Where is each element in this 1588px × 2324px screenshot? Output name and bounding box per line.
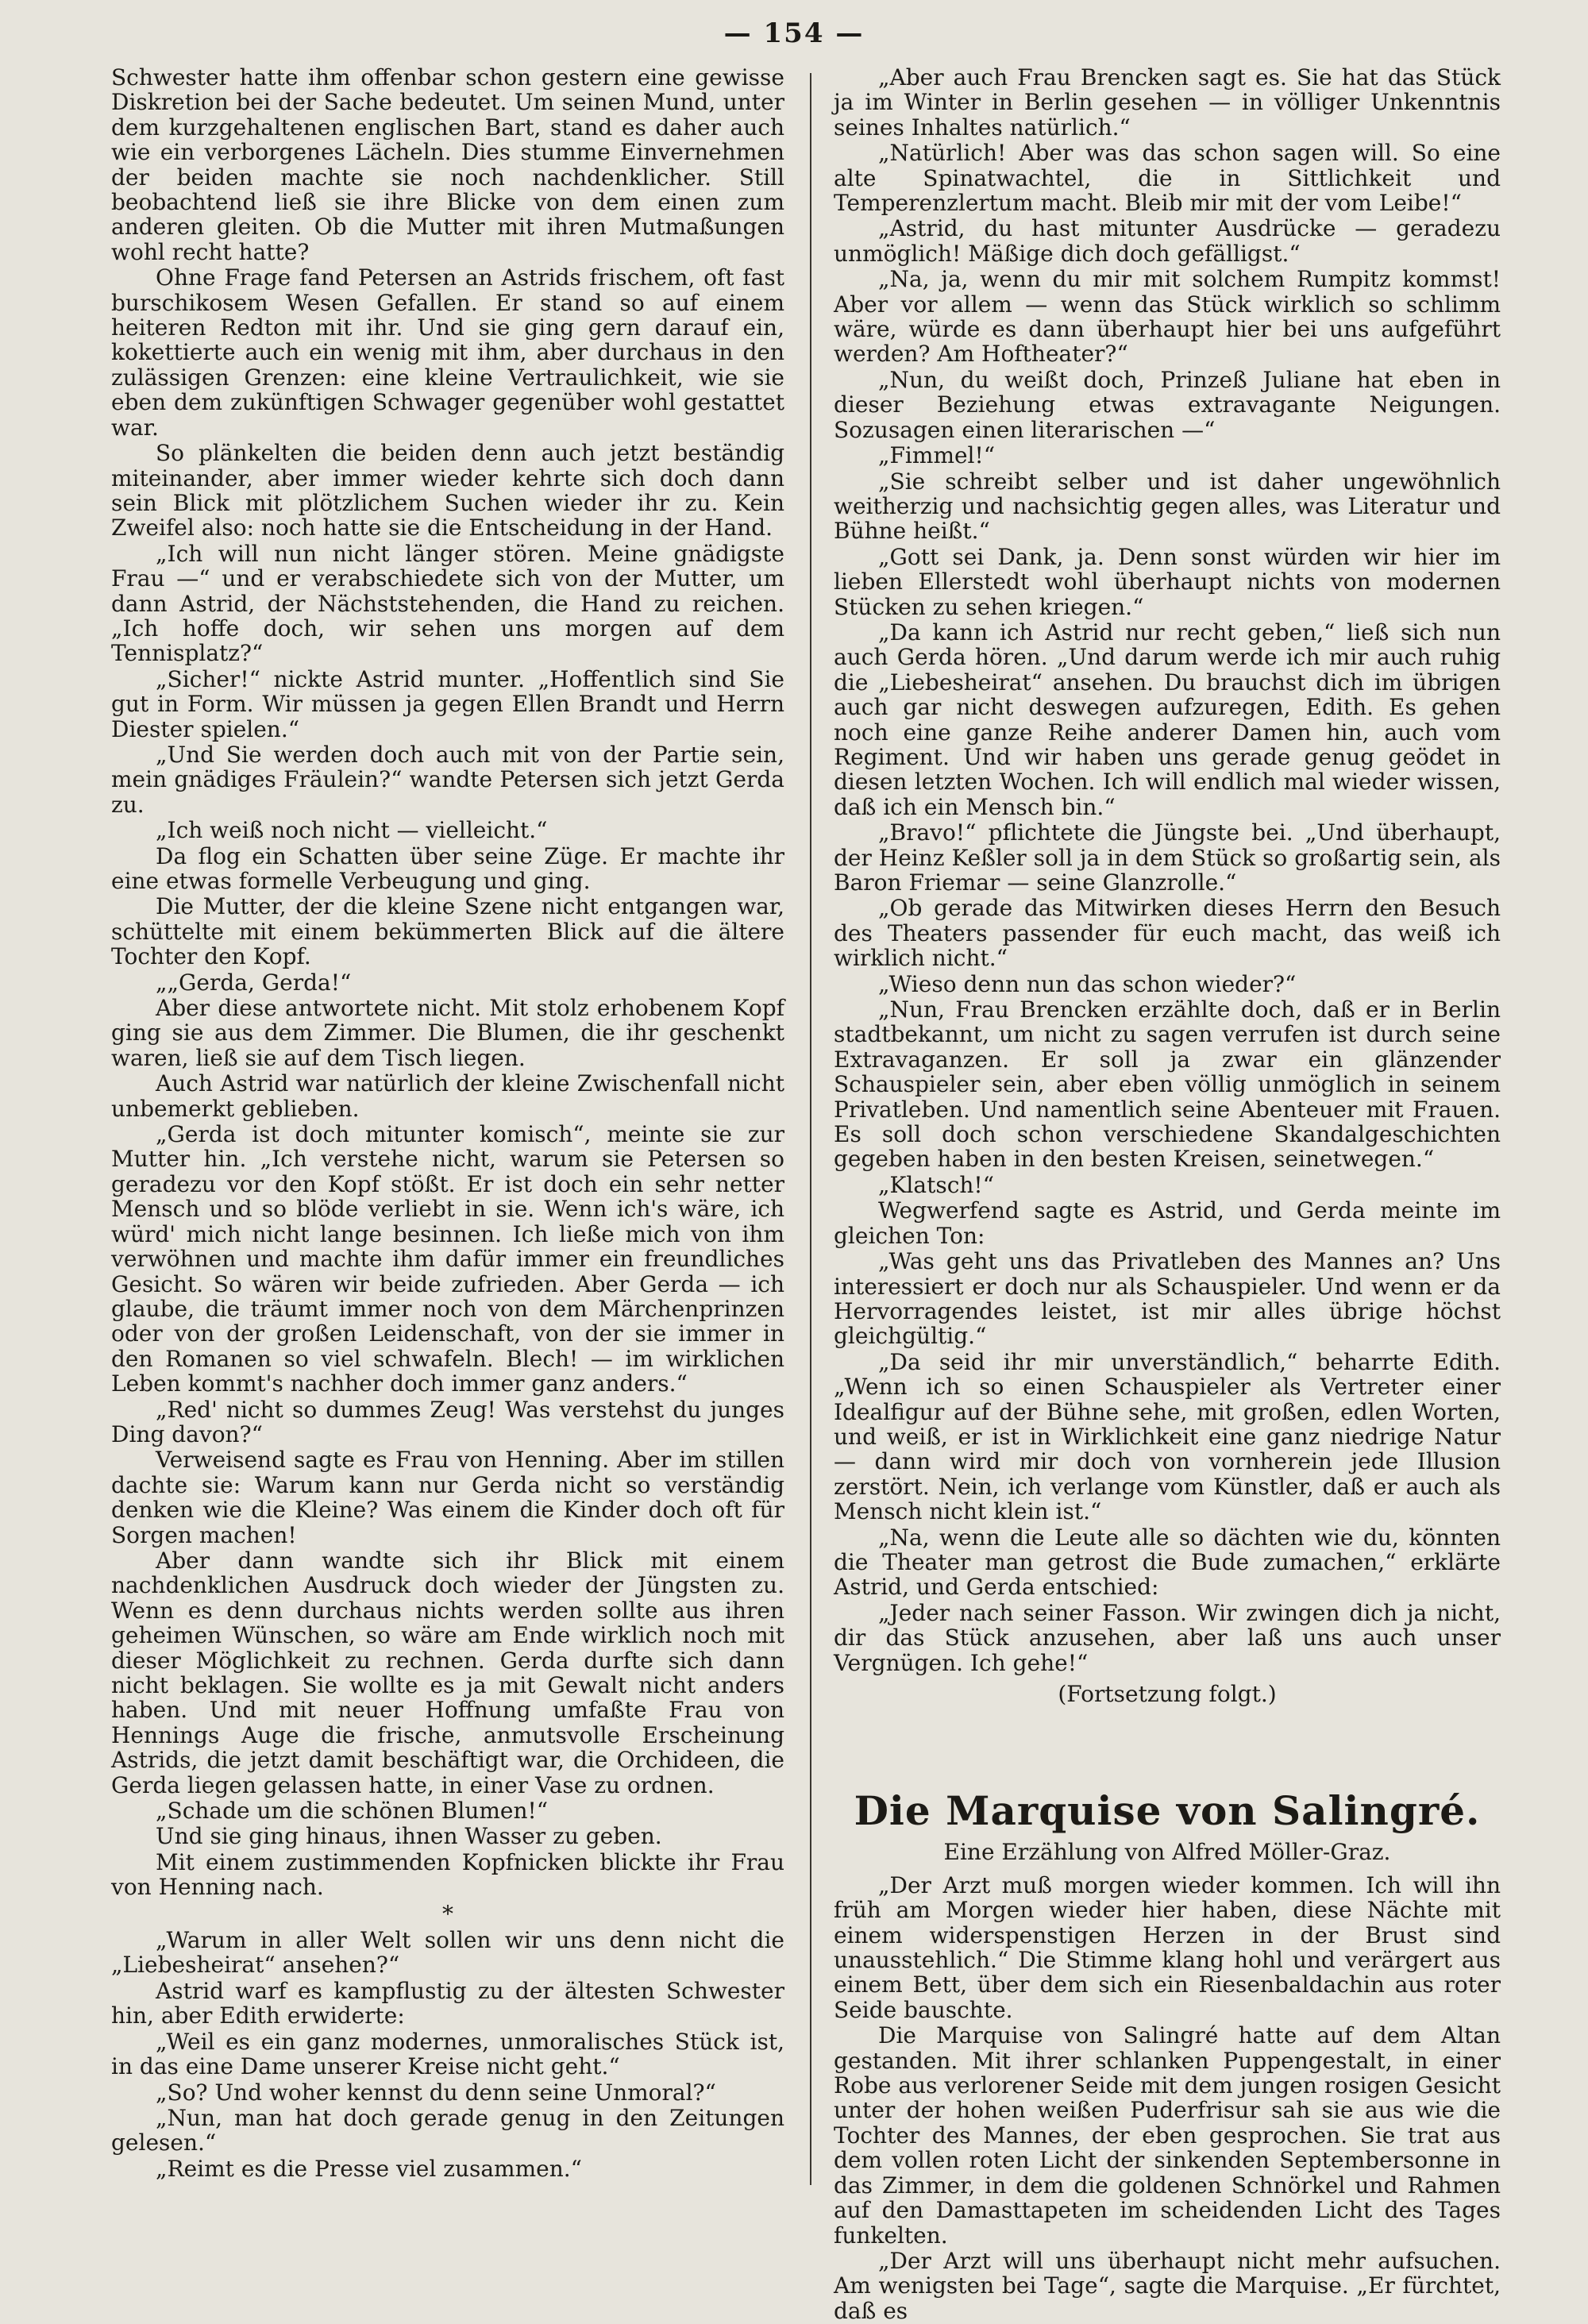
paragraph: „Da kann ich Astrid nur recht geben,“ ließ sich nun auch Gerda hören. „Und darum werde ich mir auch ruhig die „Liebesheirat“ ansehen. Du brauchst dich im übrigen auch gar nicht deswegen aufzuregen, Edith. Es gehen noch eine ganze Reihe anderer Damen hin, auch vom Regiment. Und wir haben uns gerade genug geödet in diesen letzten Wochen. Ich will endlich mal wieder wissen, daß ich ein Mensch bin.“ xyxy=(834,619,1501,820)
story-title: Die Marquise von Salingré. xyxy=(854,1787,1481,1835)
paragraph: „Fimmel!“ xyxy=(878,442,996,469)
paragraph: „Da seid ihr mir unverständlich,“ beharrte Edith. „Wenn ich so einen Schauspieler als Vertreter einer Idealfigur auf der Bühne sehe, mit großen, edlen Worten, und weiß, er ist in Wirklichkeit eine ganz niedrige Natur — dann wird mir doch von vornherein jede Illusion zerstört. Nein, ich verlange vom Künstler, daß er auch als Mensch nicht klein ist.“ xyxy=(834,1348,1501,1525)
paragraph: „So? Und woher kennst du denn seine Unmoral?“ xyxy=(156,2079,716,2106)
paragraph: „Natürlich! Aber was das schon sagen will. So eine alte Spinatwachtel, die in Sittlichkeit und Temperenzlertum macht. Bleib mir mit der vom Leibe!“ xyxy=(834,140,1501,217)
right-column xyxy=(834,64,1501,2324)
paragraph: „Warum in aller Welt sollen wir uns denn nicht die „Liebesheirat“ ansehen?“ xyxy=(111,1927,784,1979)
paragraph: Die Mutter, der die kleine Szene nicht entgangen war, schüttelte mit einem bekümmerten Blick auf die ältere Tochter den Kopf. xyxy=(111,893,784,970)
paragraph: „Red' nicht so dummes Zeug! Was verstehst du junges Ding davon?“ xyxy=(111,1396,784,1447)
paragraph: „Schade um die schönen Blumen!“ xyxy=(156,1798,549,1825)
paragraph: „Weil es ein ganz modernes, unmoralisches Stück ist, in das eine Dame unserer Kreise nicht geht.“ xyxy=(111,2028,784,2080)
paragraph: „Bravo!“ pflichtete die Jüngste bei. „Und überhaupt, der Heinz Keßler soll ja in dem Stück so großartig sein, als Baron Friemar — seine Glanzrolle.“ xyxy=(834,819,1501,896)
paragraph: Wegwerfend sagte es Astrid, und Gerda meinte im gleichen Ton: xyxy=(834,1197,1501,1249)
paragraph: „Na, wenn die Leute alle so dächten wie du, könnten die Theater man getrost die Bude zumachen,“ erklärte Astrid, und Gerda entschied: xyxy=(834,1524,1501,1601)
page-number: — 154 — xyxy=(723,17,865,49)
paragraph: „Ich weiß noch nicht — vielleicht.“ xyxy=(156,817,548,844)
section-gap xyxy=(834,1706,1501,1786)
paragraph: „Wieso denn nun das schon wieder?“ xyxy=(878,970,1297,997)
paragraph: „Sie schreibt selber und ist daher ungewöhnlich weitherzig und nachsichtig gegen alles, was Literatur und Bühne heißt.“ xyxy=(834,468,1501,545)
paragraph: Aber diese antwortete nicht. Mit stolz erhobenem Kopf ging sie aus dem Zimmer. Die Blumen, die ihr geschenkt waren, ließ sie auf dem Tisch liegen. xyxy=(111,995,784,1071)
story-byline: Eine Erzählung von Alfred Möller-Graz. xyxy=(943,1839,1391,1866)
paragraph: „Nun, man hat doch gerade genug in den Zeitungen gelesen.“ xyxy=(111,2104,784,2156)
paragraph: „Der Arzt muß morgen wieder kommen. Ich will ihn früh am Morgen wieder hier haben, diese Nächte mit einem widerspenstigen Herzen in der Brust sind unausstehlich.“ Die Stimme klang hohl und verärgert aus einem Bett, über dem sich ein Riesenbaldachin aus roter Seide bauschte. xyxy=(834,1871,1501,2023)
paragraph: „Gerda ist doch mitunter komisch“, meinte sie zur Mutter hin. „Ich verstehe nicht, warum sie Petersen so geradezu vor den Kopf stößt. Er ist doch ein sehr netter Mensch und so blöde verliebt in sie. Wenn ich's wäre, ich würd' mich nicht lange besinnen. Ich ließe mich von ihm verwöhnen und machte ihm dafür immer ein freundliches Gesicht. So wären wir beide zufrieden. Aber Gerda — ich glaube, die träumt immer noch von dem Märchenprinzen oder von der großen Leidenschaft, von der sie immer in den Romanen so viel schwafeln. Blech! — im wirklichen Leben kommt's nachher doch immer ganz anders.“ xyxy=(111,1121,784,1397)
paragraph: Da flog ein Schatten über seine Züge. Er machte ihr eine etwas formelle Verbeugung und ging. xyxy=(111,842,784,894)
left-column xyxy=(111,65,784,2201)
paragraph: „„Gerda, Gerda!“ xyxy=(156,969,352,996)
paragraph: Mit einem zustimmenden Kopfnicken blickte ihr Frau von Henning nach. xyxy=(111,1848,784,1901)
paragraph: „Jeder nach seiner Fasson. Wir zwingen dich ja nicht, dir das Stück anzusehen, aber laß uns auch unser Vergnügen. Ich gehe!“ xyxy=(834,1599,1501,1676)
paragraph: „Und Sie werden doch auch mit von der Partie sein, mein gnädiges Fräulein?“ wandte Petersen sich jetzt Gerda zu. xyxy=(111,741,784,818)
paragraph: „Klatsch!“ xyxy=(878,1171,994,1198)
paragraph: So plänkelten die beiden denn auch jetzt beständig miteinander, aber immer wieder kehrte sich doch dann sein Blick mit plötzlichem Suchen wieder ihr zu. Kein Zweifel also: noch hatte sie die Entscheidung in der Hand. xyxy=(111,440,784,541)
paragraph: „Gott sei Dank, ja. Denn sonst würden wir hier im lieben Ellerstedt wohl überhaupt nichts von modernen Stücken zu sehen kriegen.“ xyxy=(834,543,1501,620)
paragraph: Astrid warf es kampflustig zu der ältesten Schwester hin, aber Edith erwiderte: xyxy=(111,1977,784,2029)
paragraph: „Na, ja, wenn du mir mit solchem Rumpitz kommst! Aber vor allem — wenn das Stück wirklich so schlimm wäre, würde es dann überhaupt hier bei uns aufgeführt werden? Am Hoftheater?“ xyxy=(834,266,1501,368)
column-divider xyxy=(810,73,811,2185)
paragraph: „Ich will nun nicht länger stören. Meine gnädigste Frau —“ und er verabschiedete sich von der Mutter, um dann Astrid, der Nächststehenden, die Hand zu reichen. „Ich hoffe doch, wir sehen uns morgen auf dem Tennisplatz?“ xyxy=(111,540,784,667)
paragraph: Verweisend sagte es Frau von Henning. Aber im stillen dachte sie: Warum kann nur Gerda nicht so verständig denken wie die Kleine? Was einem die Kinder doch oft für Sorgen machen! xyxy=(111,1447,784,1548)
paragraph: Schwester hatte ihm offenbar schon gestern eine gewisse Diskretion bei der Sache bedeutet. Um seinen Mund, unter dem kurzgehaltenen englischen Bart, stand es daher auch wie ein verborgenes Lächeln. Dies stumme Einvernehmen der beiden machte sie noch nachdenklicher. Still beobachtend ließ sie ihre Blicke von dem einen zum anderen gleiten. Ob die Mutter mit ihren Mutmaßungen wohl recht hatte? xyxy=(111,64,784,265)
paragraph: Auch Astrid war natürlich der kleine Zwischenfall nicht unbemerkt geblieben. xyxy=(111,1070,784,1122)
section-separator: * xyxy=(442,1900,453,1927)
paragraph: „Nun, du weißt doch, Prinzeß Juliane hat eben in dieser Beziehung etwas extravagante Neigungen. Sozusagen einen literarischen —“ xyxy=(834,366,1501,443)
paragraph: „Aber auch Frau Brencken sagt es. Sie hat das Stück ja im Winter in Berlin gesehen — in völliger Unkenntnis seines Inhaltes natürlich.“ xyxy=(834,64,1501,141)
continuation-note: (Fortsetzung folgt.) xyxy=(1058,1681,1277,1707)
paragraph: Die Marquise von Salingré hatte auf dem Altan gestanden. Mit ihrer schlanken Puppengestalt, in einer Robe aus verlorener Seide mit dem jungen rosigen Gesicht unter der hohen weißen Puderfrisur sah sie aus wie die Tochter des Mannes, der eben gesprochen. Sie trat aus dem vollen roten Licht der sinkenden Septembersonne in das Zimmer, in dem die goldenen Schnörkel und Rahmen auf den Damasttapeten im scheidenden Licht des Tages funkelten. xyxy=(834,2022,1501,2249)
paragraph: Und sie ging hinaus, ihnen Wasser zu geben. xyxy=(156,1823,662,1850)
paragraph: „Astrid, du hast mitunter Ausdrücke — geradezu unmöglich! Mäßige dich doch gefälligst.“ xyxy=(834,215,1501,267)
paragraph: „Sicher!“ nickte Astrid munter. „Hoffentlich sind Sie gut in Form. Wir müssen ja gegen Ellen Brandt und Herrn Diester spielen.“ xyxy=(111,665,784,742)
paragraph: „Der Arzt will uns überhaupt nicht mehr aufsuchen. Am wenigsten bei Tage“, sagte die Marquise. „Er fürchtet, daß es xyxy=(834,2247,1501,2324)
paragraph: „Was geht uns das Privatleben des Mannes an? Uns interessiert er doch nur als Schauspieler. Und wenn er da Hervorragendes leistet, ist mir alles übrige höchst gleichgültig.“ xyxy=(834,1248,1501,1350)
paragraph: „Nun, Frau Brencken erzählte doch, daß er in Berlin stadtbekannt, um nicht zu sagen verrufen ist durch seine Extravaganzen. Er soll ja zwar ein glänzender Schauspieler sein, aber eben völlig unmöglich in seinem Privatleben. Und namentlich seine Abenteuer mit Frauen. Es soll doch schon verschiedene Skandalgeschichten gegeben haben in den besten Kreisen, seinetwegen.“ xyxy=(834,996,1501,1173)
paragraph: „Reimt es die Presse viel zusammen.“ xyxy=(156,2155,582,2182)
paragraph: „Ob gerade das Mitwirken dieses Herrn den Besuch des Theaters passender für euch macht, das weiß ich wirklich nicht.“ xyxy=(834,895,1501,972)
paragraph: Ohne Frage fand Petersen an Astrids frischem, oft fast burschikosem Wesen Gefallen. Er stand so auf einem heiteren Redton mit ihr. Und sie ging gern darauf ein, kokettierte auch ein wenig mit ihm, aber durchaus in den zulässigen Grenzen: eine kleine Vertraulichkeit, wie sie eben dem zukünftigen Schwager gegenüber wohl gestattet war. xyxy=(111,264,784,441)
paragraph: Aber dann wandte sich ihr Blick mit einem nachdenklichen Ausdruck doch wieder der Jüngsten zu. Wenn es denn durchaus nichts werden sollte aus ihren geheimen Wünschen, so wäre am Ende wirklich noch mit dieser Möglichkeit zu rechnen. Gerda durfte sich dann nicht beklagen. Sie wollte es ja mit Gewalt nicht anders haben. Und mit neuer Hoffnung umfaßte Frau von Hennings Auge die frische, anmutsvolle Erscheinung Astrids, die jetzt damit beschäftigt war, die Orchideen, die Gerda liegen gelassen hatte, in einer Vase zu ordnen. xyxy=(111,1547,784,1798)
